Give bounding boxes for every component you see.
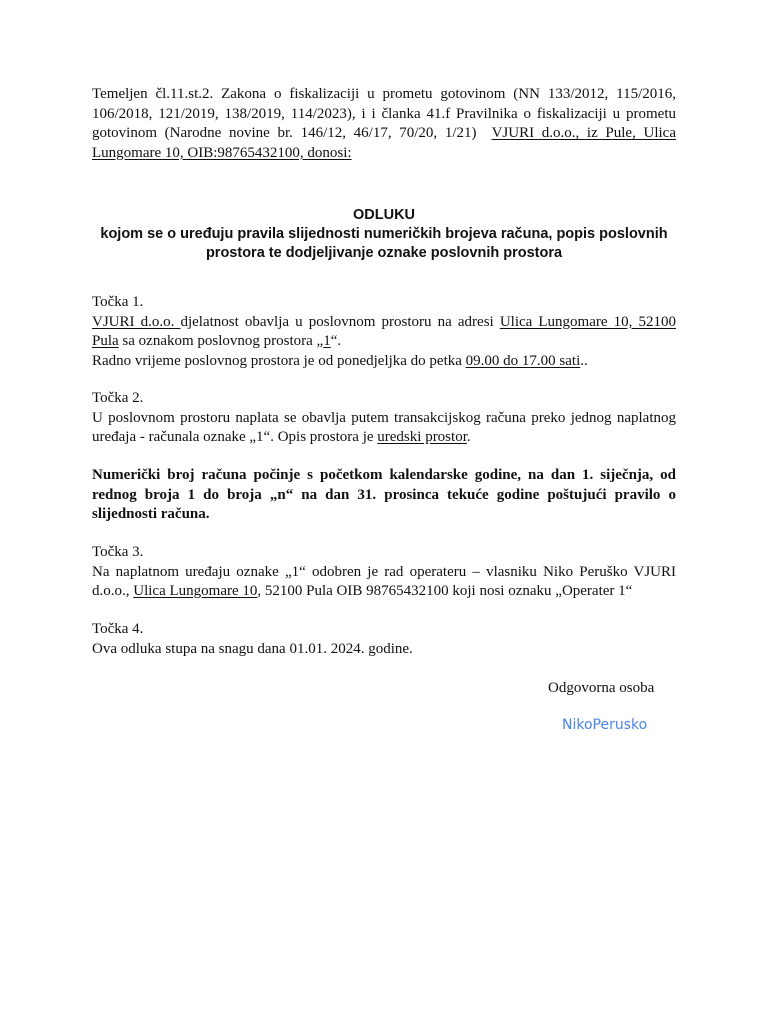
working-hours-text: Radno vrijeme poslovnog prostora je od ponedjeljka do petka	[92, 352, 466, 369]
company-reference: VJURI d.o.o., iz Pule, Ulica Lungomare 10, OIB:98765432100, donosi:	[92, 125, 676, 161]
tocka-3-text: Na naplatnom uređaju oznake „1“ odobren je rad operateru – vlasniku Niko Peruško VJURI d.o.o.,	[92, 563, 676, 599]
tocka-1-text: djelatnost obavlja u poslovnom prostoru na adresi	[180, 313, 500, 330]
responsible-person-label: Odgovorna osoba	[548, 680, 655, 696]
tocka-2-text: U poslovnom prostoru naplata se obavlja putem transakcijskog računa preko jednog naplatnog uređaja - računala oznake „1“. Opis prostora je	[92, 409, 676, 445]
operator-street: Ulica Lungomare 10	[133, 583, 258, 599]
preamble-paragraph	[92, 85, 676, 163]
numbering-rule-paragraph	[92, 466, 676, 525]
tocka-4	[92, 620, 676, 659]
tocka-2-label: Točka 2.	[92, 390, 144, 406]
tocka-1-text-c: “.	[330, 333, 342, 349]
premises-description: uredski prostor	[377, 429, 467, 445]
preamble-text: Temeljen čl.11.st.2. Zakona o fiskalizaciji u prometu gotovinom (NN 133/2012, 115/2016, 106/2018, 121/2019, 138/2019, 114/2023), i i članka 41.f Pravilnika o fiskalizaciji u prometu gotovinom (Narodne novine br. 146/12, 46/17, 70/20, 1/21)	[92, 86, 676, 141]
decision-title: ODLUKU	[352, 207, 416, 223]
tocka-4-label: Točka 4.	[92, 621, 144, 637]
business-address: Ulica Lungomare 10, 52100 Pula	[92, 313, 676, 349]
tocka-3	[92, 543, 676, 602]
working-hours-end: ..	[580, 352, 588, 369]
working-hours: 09.00 do 17.00 sati	[465, 352, 581, 369]
numbering-rule-text: Numerički broj računa počinje s početkom kalendarske godine, na dan 1. siječnja, od rednog broja 1 do broja „n“ na dan 31. prosinca tekuće godine poštujući pravilo o slijednosti računa.	[92, 467, 676, 522]
decision-subtitle: kojom se o uređuju pravila slijednosti numeričkih brojeva računa, popis poslovnih prostora te dodjeljivanje oznake poslovnih prostora	[100, 226, 668, 261]
tocka-4-text: Ova odluka stupa na snagu dana 01.01. 2024. godine.	[92, 640, 413, 657]
premises-mark: 1	[323, 333, 331, 349]
tocka-3-label: Točka 3.	[92, 544, 144, 560]
tocka-1-text-b: sa oznakom poslovnog prostora „	[118, 333, 324, 349]
tocka-1	[92, 293, 676, 371]
signature-name: NikoPerusko	[562, 717, 648, 733]
tocka-1-label: Točka 1.	[92, 294, 144, 310]
tocka-2-text-b: .	[466, 429, 471, 445]
company-name: VJURI d.o.o.	[92, 313, 181, 330]
tocka-3-text-b: , 52100 Pula OIB 98765432100 koji nosi oznaku „Operater 1“	[257, 583, 633, 599]
tocka-2	[92, 389, 676, 448]
